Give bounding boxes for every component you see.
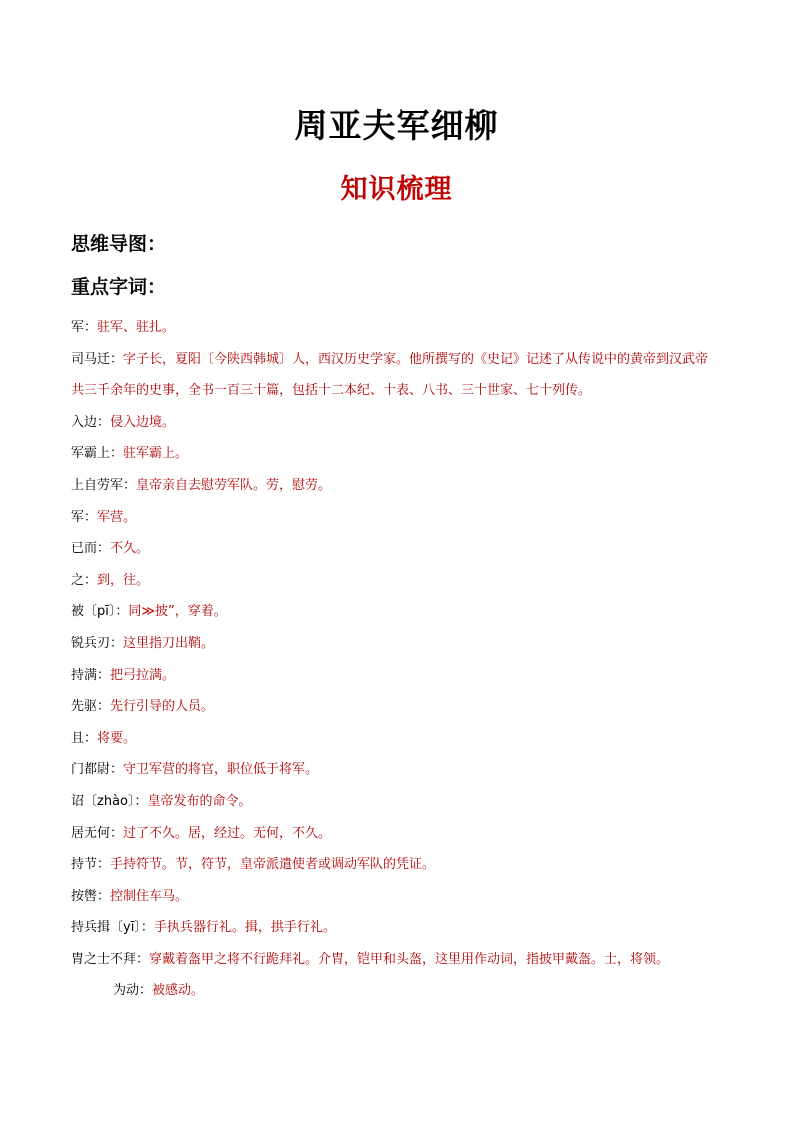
list-item xyxy=(71,818,721,850)
list-item xyxy=(71,470,721,502)
list-item xyxy=(71,628,721,660)
entry-definition: 把弓拉满。 xyxy=(110,667,176,683)
entry-colon: ： xyxy=(97,888,111,904)
list-item xyxy=(71,660,721,692)
entry-definition: 不久。 xyxy=(110,541,150,557)
entry-definition: 手执兵器行礼。揖，拱手行礼。 xyxy=(153,920,336,936)
entry-colon: ： xyxy=(110,825,124,841)
entry-definition: 手持符节。节，符节，皇帝派遣使者或调动军队的凭证。 xyxy=(110,857,436,873)
entry-term: 已而 xyxy=(71,541,98,557)
entry-term: 军 xyxy=(71,509,85,525)
list-item xyxy=(71,912,721,944)
entry-colon: ： xyxy=(84,572,98,588)
list-item xyxy=(71,754,721,786)
entry-colon: ： xyxy=(97,857,111,873)
entry-colon: ： xyxy=(139,983,153,999)
list-item xyxy=(71,533,721,565)
entry-term: 胄之士不拜 xyxy=(71,951,137,967)
entry-term: 司马迁 xyxy=(71,351,111,367)
entry-term: 被〔pī〕 xyxy=(71,604,116,620)
entry-term: 锐兵刃 xyxy=(71,635,111,651)
entry-definition: 被感动。 xyxy=(152,983,205,999)
entry-term: 军 xyxy=(71,320,85,335)
key-words-heading: 重点字词： xyxy=(71,276,167,298)
entry-colon: ： xyxy=(110,446,124,462)
entry-term: 为动 xyxy=(113,983,140,999)
list-item xyxy=(71,596,721,628)
entry-definition: 同≫披”，穿着。 xyxy=(128,604,227,620)
entry-colon: ： xyxy=(110,351,124,367)
entry-definition: 将要。 xyxy=(97,730,137,746)
entry-colon: ： xyxy=(97,541,111,557)
entry-term: 居无何 xyxy=(71,825,111,841)
entry-definition: 穿戴着盔甲之将不行跪拜礼。介胄，铠甲和头盔，这里用作动词，指披甲戴盔。士，将领。 xyxy=(149,951,670,967)
entry-term: 持满 xyxy=(71,667,98,683)
entry-colon: ： xyxy=(140,920,154,936)
entry-definition: 控制住车马。 xyxy=(110,888,189,904)
list-item xyxy=(71,849,721,881)
entry-term: 诏〔zhào〕 xyxy=(71,793,135,809)
entry-colon: ： xyxy=(110,635,124,651)
list-item xyxy=(71,691,721,723)
entry-colon: ： xyxy=(110,762,124,778)
key-words-list xyxy=(71,312,721,1007)
list-item xyxy=(71,944,721,976)
page-subtitle: 知识梳理 xyxy=(340,174,453,205)
entry-colon: ： xyxy=(84,509,98,525)
entry-term: 之 xyxy=(71,572,85,588)
entry-definition: 皇帝亲自去慰劳军队。劳，慰劳。 xyxy=(136,477,332,493)
entry-colon: ： xyxy=(97,699,111,715)
entry-colon: ： xyxy=(84,320,98,335)
list-item xyxy=(71,565,721,597)
entry-indented-line xyxy=(71,975,721,1007)
entry-term: 入边 xyxy=(71,414,98,430)
entry-definition: 先行引导的人员。 xyxy=(110,699,215,715)
entry-term: 持兵揖〔yī〕 xyxy=(71,920,141,936)
entry-definition: 驻军、驻扎。 xyxy=(97,320,176,335)
list-item xyxy=(71,502,721,534)
entry-term: 且 xyxy=(71,730,85,746)
list-item xyxy=(71,344,721,407)
entry-definition: 侵入边境。 xyxy=(110,414,176,430)
entry-definition: 过了不久。居，经过。无何，不久。 xyxy=(123,825,332,841)
entry-term: 持节 xyxy=(71,857,98,873)
entry-definition: 到，往。 xyxy=(97,572,150,588)
list-item xyxy=(71,407,721,439)
entry-term: 先驱 xyxy=(71,699,98,715)
entry-colon: ： xyxy=(115,604,129,620)
entry-colon: ： xyxy=(84,730,98,746)
entry-definition: 军营。 xyxy=(97,509,137,525)
entry-definition: 守卫军营的将官，职位低于将军。 xyxy=(123,762,319,778)
entry-colon: ： xyxy=(97,667,111,683)
list-item xyxy=(71,786,721,818)
list-item xyxy=(71,723,721,755)
entry-definition: 驻军霸上。 xyxy=(123,446,189,462)
page-title: 周亚夫军细柳 xyxy=(294,106,499,145)
entry-term: 门都尉 xyxy=(71,762,111,778)
entry-definition: 字子长，夏阳〔今陕西韩城〕人，西汉历史学家。他所撰写的《史记》记述了从传说中的黄帝到汉武帝共三千余年的史事，全书一百三十篇，包括十二本纪、十表、八书、三十世家、七十列传。 xyxy=(71,351,709,399)
entry-term: 上自劳军 xyxy=(71,477,124,493)
entry-colon: ： xyxy=(136,951,150,967)
entry-definition: 这里指刀出鞘。 xyxy=(123,635,215,651)
list-item xyxy=(71,438,721,470)
list-item xyxy=(71,312,721,344)
entry-term: 军霸上 xyxy=(71,446,111,462)
entry-colon: ： xyxy=(123,477,137,493)
list-item xyxy=(71,881,721,913)
list-item xyxy=(71,975,721,1007)
entry-colon: ： xyxy=(134,793,148,809)
entry-definition: 皇帝发布的命令。 xyxy=(147,793,252,809)
entry-colon: ： xyxy=(97,414,111,430)
mind-map-heading: 思维导图： xyxy=(71,233,167,255)
entry-term: 按辔 xyxy=(71,888,98,904)
